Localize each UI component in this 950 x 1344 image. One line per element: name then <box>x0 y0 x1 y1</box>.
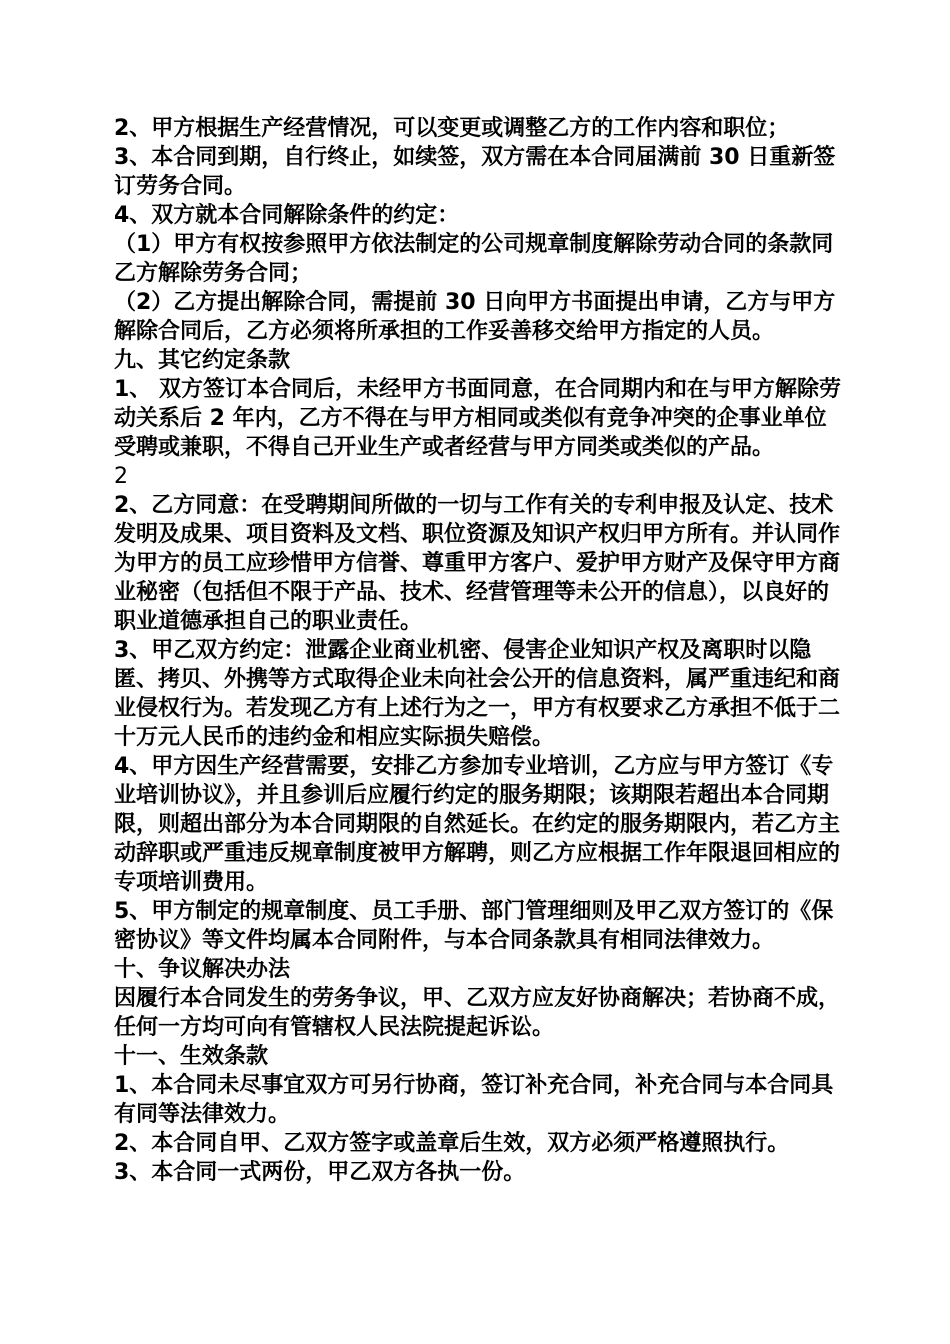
section-heading-10: 十、争议解决办法 <box>114 957 291 982</box>
section-heading-9: 九、其它约定条款 <box>114 348 291 373</box>
clause-9-1: 1、 双方签订本合同后，未经甲方书面同意，在合同期内和在与甲方解除劳动关系后 2 年内，乙方不得在与甲方相同或类似有竞争冲突的企事业单位受聘或兼职，不得自己开业生产或者经营与甲方同类或类似的产品。 <box>114 377 841 460</box>
clause-8-3: 3、本合同到期，自行终止，如续签，双方需在本合同届满前 30 日重新签订劳务合同。 <box>114 145 836 199</box>
clause-8-2: 2、甲方根据生产经营情况，可以变更或调整乙方的工作内容和职位； <box>114 116 790 141</box>
stray-number: 2 <box>114 464 128 489</box>
clause-9-5: 5、甲方制定的规章制度、员工手册、部门管理细则及甲乙双方签订的《保密协议》等文件均属本合同附件，与本合同条款具有相同法律效力。 <box>114 899 834 953</box>
clause-11-1: 1、本合同未尽事宜双方可另行协商，签订补充合同，补充合同与本合同具有同等法律效力。 <box>114 1073 834 1127</box>
clause-8-4-1: （1）甲方有权按参照甲方依法制定的公司规章制度解除劳动合同的条款同乙方解除劳务合同； <box>114 232 834 286</box>
clause-8-4: 4、双方就本合同解除条件的约定： <box>114 203 460 228</box>
clause-11-3: 3、本合同一式两份，甲乙双方各执一份。 <box>114 1160 526 1185</box>
clause-9-3: 3、甲乙双方约定：泄露企业商业机密、侵害企业知识产权及离职时以隐匿、拷贝、外携等方式取得企业未向社会公开的信息资料，属严重违纪和商业侵权行为。若发现乙方有上述行为之一，甲方有权要求乙方承担不低于二十万元人民币的违约金和相应实际损失赔偿。 <box>114 638 841 750</box>
clause-11-2: 2、本合同自甲、乙双方签字或盖章后生效，双方必须严格遵照执行。 <box>114 1131 790 1156</box>
clause-10-body: 因履行本合同发生的劳务争议，甲、乙双方应友好协商解决；若协商不成，任何一方均可向有管辖权人民法院提起诉讼。 <box>114 986 841 1040</box>
clause-8-4-2: （2）乙方提出解除合同，需提前 30 日向甲方书面提出申请，乙方与甲方解除合同后，乙方必须将所承担的工作妥善移交给甲方指定的人员。 <box>114 290 836 344</box>
document-body <box>114 114 844 1187</box>
clause-9-2: 2、乙方同意：在受聘期间所做的一切与工作有关的专利申报及认定、技术发明及成果、项目资料及文档、职位资源及知识产权归甲方所有。并认同作为甲方的员工应珍惜甲方信誉、尊重甲方客户、爱护甲方财产及保守甲方商业秘密（包括但不限于产品、技术、经营管理等未公开的信息），以良好的职业道德承担自己的职业责任。 <box>114 493 841 634</box>
section-heading-11: 十一、生效条款 <box>114 1044 269 1069</box>
clause-9-4: 4、甲方因生产经营需要，安排乙方参加专业培训，乙方应与甲方签订《专业培训协议》，并且参训后应履行约定的服务期限；该期限若超出本合同期限，则超出部分为本合同期限的自然延长。在约定的服务期限内，若乙方主动辞职或严重违反规章制度被甲方解聘，则乙方应根据工作年限退回相应的专项培训费用。 <box>114 754 841 895</box>
